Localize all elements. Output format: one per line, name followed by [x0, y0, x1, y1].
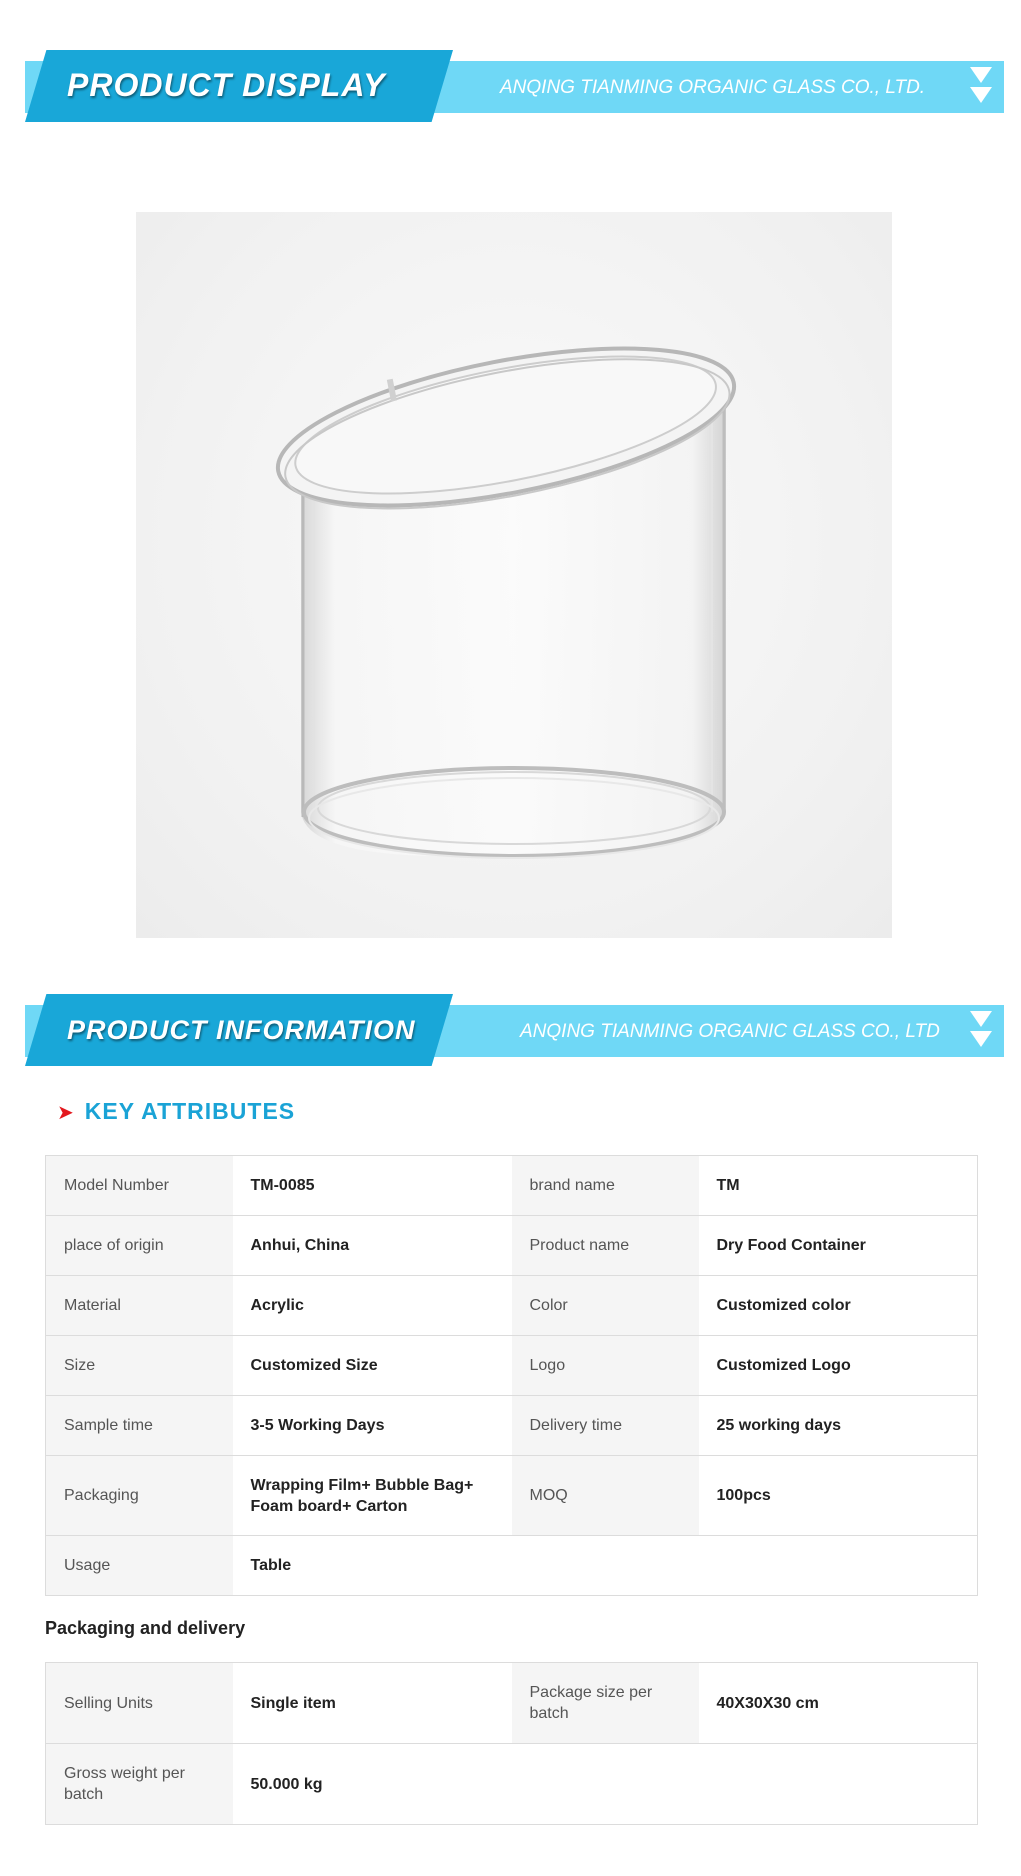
table-row	[46, 1663, 978, 1744]
attr-value: 100pcs	[699, 1456, 978, 1536]
key-attributes-heading	[57, 1098, 295, 1125]
table-row	[46, 1536, 978, 1596]
attr-value: 25 working days	[699, 1396, 978, 1456]
table-row	[46, 1456, 978, 1536]
attr-label: brand name	[512, 1156, 699, 1216]
table-row	[46, 1336, 978, 1396]
table-row	[46, 1276, 978, 1336]
attr-label: Color	[512, 1276, 699, 1336]
table-row	[46, 1744, 978, 1825]
attr-value: Customized Size	[233, 1336, 512, 1396]
attr-value: Anhui, China	[233, 1216, 512, 1276]
product-display-banner	[25, 50, 1004, 122]
banner-company-name: ANQING TIANMING ORGANIC GLASS CO., LTD.	[500, 77, 926, 98]
attr-value: 40X30X30 cm	[699, 1663, 978, 1744]
attr-value: TM	[699, 1156, 978, 1216]
attr-label: Size	[46, 1336, 233, 1396]
attr-label: Usage	[46, 1536, 233, 1596]
double-down-arrow-icon	[970, 1009, 992, 1051]
packaging-delivery-heading: Packaging and delivery	[45, 1618, 246, 1638]
banner-title: PRODUCT INFORMATION	[67, 1015, 416, 1045]
double-down-arrow-icon	[970, 65, 992, 107]
attr-value: 50.000 kg	[233, 1744, 978, 1825]
attr-label: Packaging	[46, 1456, 233, 1536]
banner-title: PRODUCT DISPLAY	[67, 67, 386, 103]
product-information-banner	[25, 994, 1004, 1066]
key-attributes-title: KEY ATTRIBUTES	[84, 1098, 296, 1124]
key-attributes-table	[45, 1155, 978, 1596]
attr-value: Single item	[233, 1663, 512, 1744]
table-row	[46, 1156, 978, 1216]
attr-label: Package size per batch	[512, 1663, 699, 1744]
packaging-delivery-table	[45, 1662, 978, 1825]
attr-label: Selling Units	[46, 1663, 233, 1744]
attr-value: 3-5 Working Days	[233, 1396, 512, 1456]
product-photo	[136, 212, 892, 938]
table-row	[46, 1396, 978, 1456]
table-row	[46, 1216, 978, 1276]
attr-label: Gross weight per batch	[46, 1744, 233, 1825]
attr-value: Dry Food Container	[699, 1216, 978, 1276]
banner-company-name: ANQING TIANMING ORGANIC GLASS CO., LTD	[520, 1021, 940, 1042]
attr-label: Material	[46, 1276, 233, 1336]
attr-label: Model Number	[46, 1156, 233, 1216]
attr-label: Product name	[512, 1216, 699, 1276]
attr-value: Customized Logo	[699, 1336, 978, 1396]
attr-value: Wrapping Film+ Bubble Bag+ Foam board+ Carton	[233, 1456, 512, 1536]
acrylic-container-photo	[136, 212, 892, 938]
attr-value: Acrylic	[233, 1276, 512, 1336]
attr-label: Logo	[512, 1336, 699, 1396]
attr-value: TM-0085	[233, 1156, 512, 1216]
attr-value: Customized color	[699, 1276, 978, 1336]
attr-label: Delivery time	[512, 1396, 699, 1456]
red-arrow-icon: ➤	[57, 1102, 75, 1124]
attr-label: MOQ	[512, 1456, 699, 1536]
attr-value: Table	[233, 1536, 978, 1596]
attr-label: place of origin	[46, 1216, 233, 1276]
attr-label: Sample time	[46, 1396, 233, 1456]
